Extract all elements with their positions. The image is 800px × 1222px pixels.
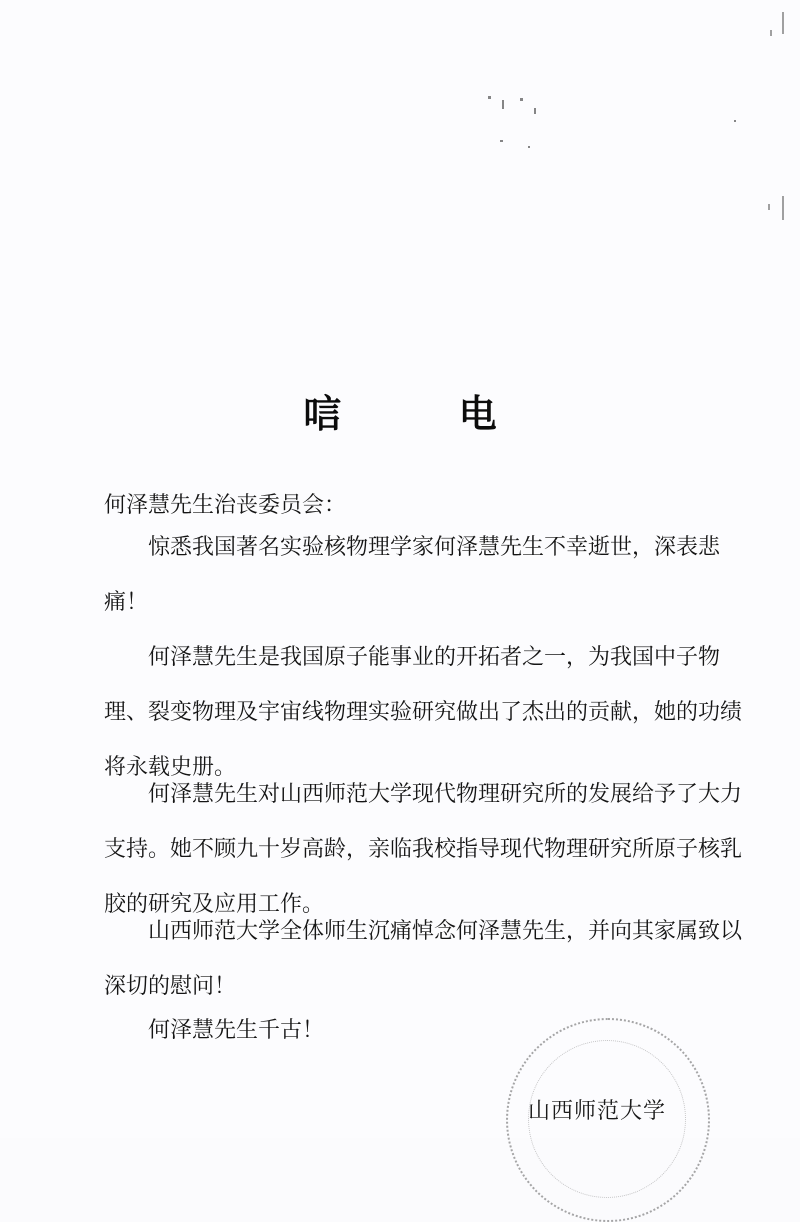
scan-speck [528, 146, 530, 148]
paragraph-1: 惊悉我国著名实验核物理学家何泽慧先生不幸逝世，深表悲痛！ [104, 535, 721, 615]
paragraph-4: 山西师范大学全体师生沉痛悼念何泽慧先生，并向其家属致以深切的慰问！ [104, 919, 743, 999]
scan-speck [734, 120, 736, 122]
paragraph-5: 何泽慧先生千古！ [148, 1018, 325, 1043]
paragraph-3: 何泽慧先生对山西师范大学现代物理研究所的发展给予了大力支持。她不顾九十岁高龄，亲临我校指导现代物理研究所原子核乳胶的研究及应用工作。 [104, 782, 743, 917]
scan-mark [782, 12, 784, 34]
scan-mark [768, 204, 770, 210]
scan-mark [782, 196, 784, 220]
signature: 山西师范大学 [528, 1099, 667, 1124]
paragraph-2: 何泽慧先生是我国原子能事业的开拓者之一，为我国中子物理、裂变物理及宇宙线物理实验研究做出了杰出的贡献，她的功绩将永载史册。 [104, 645, 743, 780]
page-title: 唁 电 [303, 392, 549, 437]
scan-speck [520, 98, 523, 101]
scan-speck [534, 108, 536, 114]
addressee: 何泽慧先生治丧委员会： [104, 493, 347, 518]
scan-speck [488, 96, 491, 99]
scan-mark [770, 30, 772, 36]
scan-speck [502, 100, 504, 109]
scan-speck [500, 140, 503, 142]
